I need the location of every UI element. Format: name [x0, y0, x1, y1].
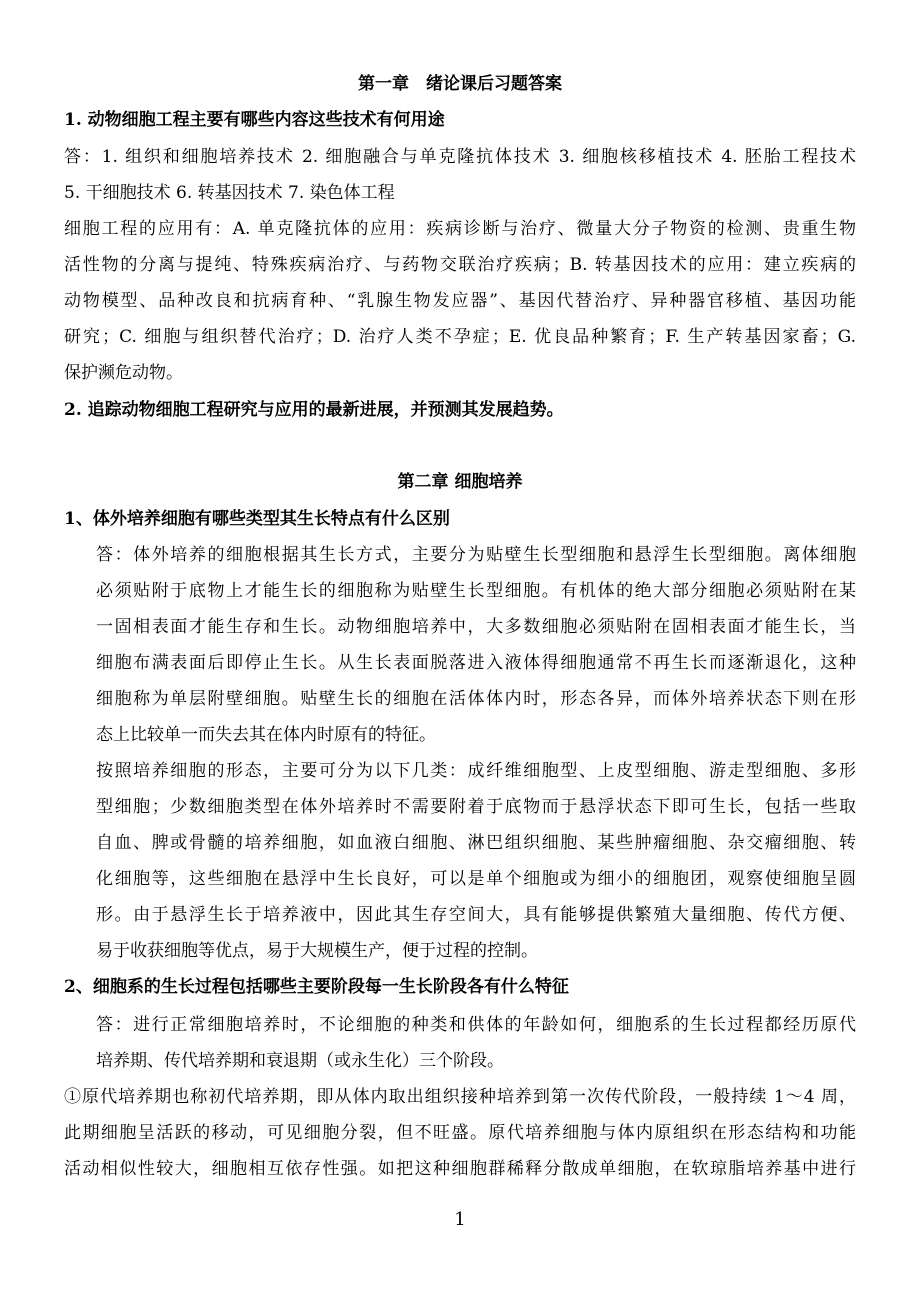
- chapter-2-answer-2-line-1: 答：进行正常细胞培养时，不论细胞的种类和供体的年龄如何，细胞系的生长过程都经历原代: [96, 1015, 856, 1035]
- chapter-2-answer-1-line-4: 细胞布满表面后即停止生长。从生长表面脱落进入液体得细胞通常不再生长而逐渐退化，这种: [96, 653, 856, 673]
- chapter-2-answer-1b-line-6: 易于收获细胞等优点，易于大规模生产，便于过程的控制。: [96, 941, 538, 961]
- chapter-2-answer-1b-line-4: 化细胞等，这些细胞在悬浮中生长良好，可以是单个细胞或为细小的细胞团，观察使细胞呈圆: [96, 869, 856, 889]
- primary-culture-line-1: ①原代培养期也称初代培养期，即从体内取出组织接种培养到第一次传代阶段，一般持续 1～4 周，: [64, 1087, 857, 1107]
- chapter-2-answer-1b-line-3: 自血、脾或骨髓的培养细胞，如血液白细胞、淋巴组织细胞、某些肿瘤细胞、杂交瘤细胞、转: [96, 833, 856, 853]
- chapter-2-title: 第二章 细胞培养: [397, 472, 523, 492]
- primary-culture-line-3: 活动相似性较大，细胞相互依存性强。如把这种细胞群稀释分散成单细胞，在软琼脂培养基中进行: [64, 1159, 856, 1179]
- chapter-2-answer-1b-line-5: 形。由于悬浮生长于培养液中，因此其生存空间大，具有能够提供繁殖大量细胞、传代方便、: [96, 905, 856, 925]
- chapter-1-answer-1-line-2: 5. 干细胞技术 6. 转基因技术 7. 染色体工程: [64, 183, 395, 203]
- chapter-1-application-line-4: 研究；C. 细胞与组织替代治疗；D. 治疗人类不孕症；E. 优良品种繁育；F. 生产转基因家畜；G.: [64, 327, 856, 347]
- chapter-1-application-line-1: 细胞工程的应用有：A. 单克隆抗体的应用：疾病诊断与治疗、微量大分子物资的检测、贵重生物: [64, 219, 856, 239]
- chapter-1-application-line-3: 动物模型、品种改良和抗病育种、“乳腺生物发应器”、基因代替治疗、异种器官移植、基因功能: [64, 291, 856, 311]
- chapter-2-answer-2-line-2: 培养期、传代培养期和衰退期（或永生化）三个阶段。: [96, 1051, 504, 1071]
- chapter-1-question-2: 2. 追踪动物细胞工程研究与应用的最新进展，并预测其发展趋势。: [64, 400, 564, 420]
- primary-culture-line-2: 此期细胞呈活跃的移动，可见细胞分裂，但不旺盛。原代培养细胞与体内原组织在形态结构和功能: [64, 1123, 856, 1143]
- chapter-1-application-line-2: 活性物的分离与提纯、特殊疾病治疗、与药物交联治疗疾病；B. 转基因技术的应用：建立疾病的: [64, 255, 856, 275]
- chapter-2-question-2: 2、细胞系的生长过程包括哪些主要阶段每一生长阶段各有什么特征: [64, 977, 569, 997]
- chapter-2-answer-1-line-2: 必须贴附于底物上才能生长的细胞称为贴壁生长型细胞。有机体的绝大部分细胞必须贴附在某: [96, 581, 856, 601]
- chapter-1-title: 第一章 绪论课后习题答案: [358, 74, 562, 94]
- chapter-1-question-1: 1. 动物细胞工程主要有哪些内容这些技术有何用途: [64, 110, 445, 130]
- chapter-2-answer-1-line-6: 态上比较单一而失去其在体内时原有的特征。: [96, 725, 436, 745]
- chapter-2-answer-1b-line-1: 按照培养细胞的形态，主要可分为以下几类：成纤维细胞型、上皮型细胞、游走型细胞、多形: [96, 761, 856, 781]
- chapter-1-answer-1-line-1: 答：1. 组织和细胞培养技术 2. 细胞融合与单克隆抗体技术 3. 细胞核移植技术 4. 胚胎工程技术: [64, 147, 856, 167]
- chapter-2-answer-1b-line-2: 型细胞；少数细胞类型在体外培养时不需要附着于底物而于悬浮状态下即可生长，包括一些取: [96, 797, 856, 817]
- chapter-2-answer-1-line-3: 一固相表面才能生存和生长。动物细胞培养中，大多数细胞必须贴附在固相表面才能生长，当: [96, 617, 856, 637]
- chapter-2-answer-1-line-1: 答：体外培养的细胞根据其生长方式，主要分为贴壁生长型细胞和悬浮生长型细胞。离体细胞: [96, 545, 856, 565]
- chapter-2-question-1: 1、体外培养细胞有哪些类型其生长特点有什么区别: [64, 509, 450, 529]
- chapter-2-answer-1-line-5: 细胞称为单层附壁细胞。贴壁生长的细胞在活体体内时，形态各异，而体外培养状态下则在形: [96, 689, 856, 709]
- chapter-1-application-line-5: 保护濒危动物。: [64, 363, 183, 383]
- page-number: 1: [454, 1209, 466, 1230]
